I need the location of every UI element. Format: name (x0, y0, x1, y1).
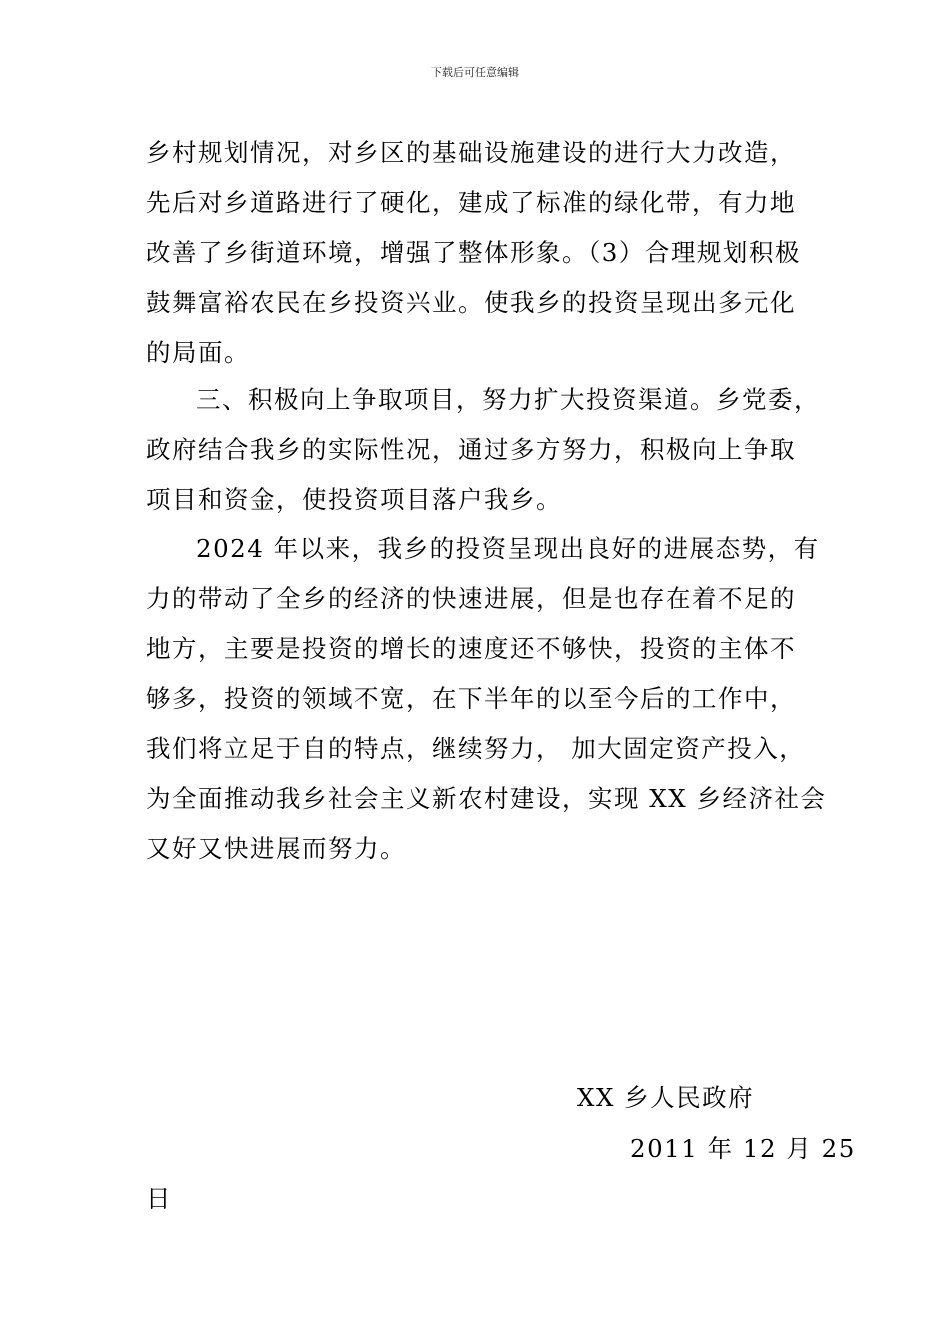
text-line: 改善了乡街道环境，增强了整体形象。（3）合理规划积极 (146, 238, 801, 267)
paragraph-3 (146, 524, 827, 874)
text-line: 先后对乡道路进行了硬化，建成了标准的绿化带，有力地 (146, 188, 796, 217)
text-line: 的局面。 (146, 338, 250, 367)
text-line: 又好又快进展而努力。 (146, 834, 406, 863)
text-line: 为全面推动我乡社会主义新农村建设，实现 XX 乡经济社会 (146, 784, 827, 813)
text-line: 我们将立足于自的特点，继续努力， 加大固定资产投入， (146, 734, 806, 763)
text-line: 够多，投资的领域不宽，在下半年的以至今后的工作中， (146, 684, 796, 713)
text-line: 鼓舞富裕农民在乡投资兴业。使我乡的投资呈现出多元化 (146, 288, 796, 317)
text-line: 力的带动了全乡的经济的快速进展，但是也存在着不足的 (146, 584, 796, 613)
text-line: 政府结合我乡的实际性况，通过多方努力，积极向上争取 (146, 435, 796, 464)
signature-date: 2011 年 12 月 25 (630, 1134, 856, 1163)
paragraph-2 (146, 375, 820, 525)
paragraph-1 (146, 128, 810, 378)
text-line: 乡村规划情况，对乡区的基础设施建设的进行大力改造， (146, 138, 796, 167)
page-header-note: 下载后可任意编辑 (431, 66, 519, 79)
text-line: 三、积极向上争取项目，努力扩大投资渠道。乡党委， (196, 385, 820, 414)
text-line: 项目和资金，使投资项目落户我乡。 (146, 485, 562, 514)
signature-date-day: 日 (146, 1184, 172, 1213)
signature-org: XX 乡人民政府 (577, 1083, 755, 1112)
text-line: 2024 年以来，我乡的投资呈现出良好的进展态势，有 (196, 534, 820, 563)
text-line: 地方，主要是投资的增长的速度还不够快，投资的主体不 (146, 634, 796, 663)
